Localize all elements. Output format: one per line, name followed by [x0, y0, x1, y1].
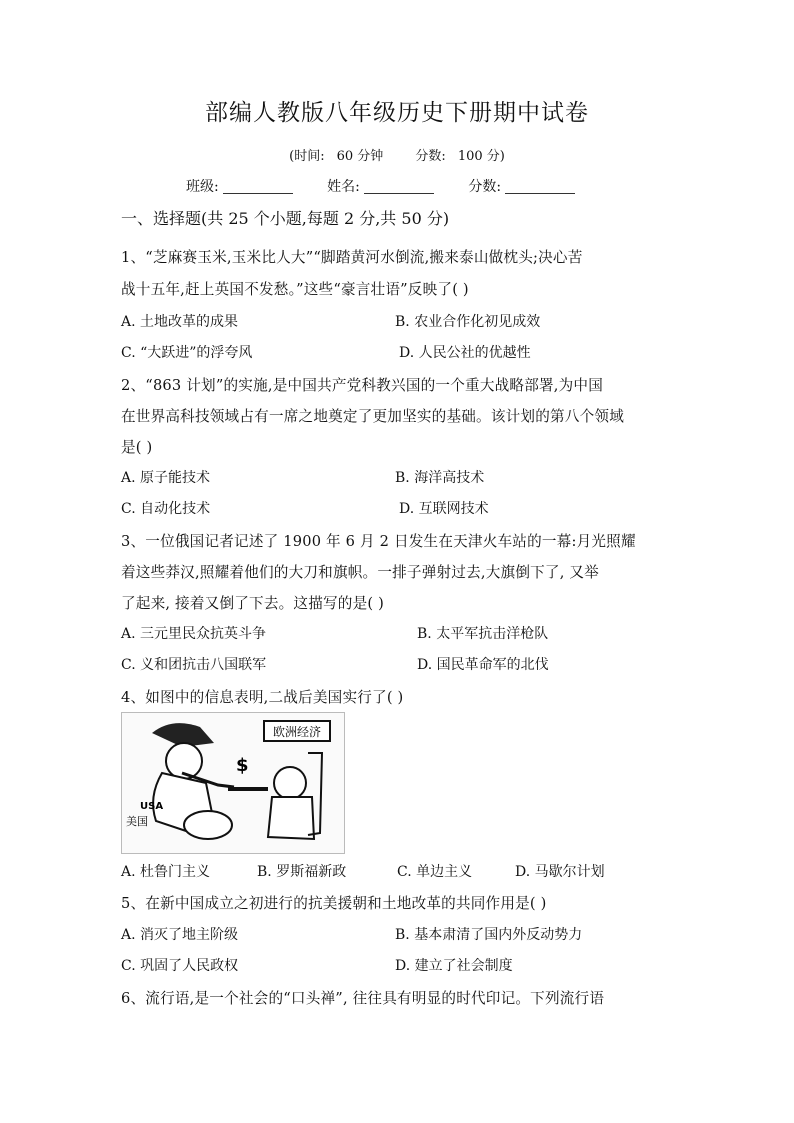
- option-d[interactable]: D. 国民革命军的北伐: [417, 657, 549, 673]
- question-5-line-1: 5、在新中国成立之初进行的抗美援朝和土地改革的共同作用是( ): [121, 895, 547, 912]
- time-value: 60 分钟: [336, 149, 384, 164]
- option-b[interactable]: B. 基本肃清了国内外反动势力: [395, 927, 583, 943]
- question-3-line-3: 了起来, 接着又倒了下去。这描写的是( ): [121, 595, 385, 612]
- option-b[interactable]: B. 罗斯福新政: [257, 864, 347, 880]
- question-4-line-1: 4、如图中的信息表明,二战后美国实行了( ): [121, 689, 404, 706]
- option-d[interactable]: D. 马歇尔计划: [515, 864, 605, 880]
- option-c[interactable]: C. 自动化技术: [121, 501, 211, 517]
- option-d[interactable]: D. 人民公社的优越性: [399, 345, 531, 361]
- option-a[interactable]: A. 原子能技术: [121, 470, 211, 486]
- table: [228, 787, 268, 791]
- time-label: (时间:: [289, 149, 325, 164]
- score-blank[interactable]: [505, 179, 575, 194]
- question-3-line-2: 着这些莽汉,照耀着他们的大刀和旗帜。一排子弹射过去,大旗倒下了, 又举: [121, 564, 599, 581]
- question-1-line-1: 1、“芝麻赛玉米,玉米比人大”“脚踏黄河水倒流,搬来泰山做枕头;决心苦: [121, 249, 583, 266]
- sign-text: 欧洲经济: [272, 725, 322, 739]
- score-value: 100 分): [457, 149, 505, 164]
- question-3-line-1: 3、一位俄国记者记述了 1900 年 6 月 2 日发生在天津火车站的一幕:月光照耀: [121, 533, 636, 550]
- section-title: 一、选择题(共 25 个小题,每题 2 分,共 50 分): [121, 209, 450, 228]
- option-b[interactable]: B. 农业合作化初见成效: [395, 314, 541, 330]
- option-a[interactable]: A. 三元里民众抗英斗争: [121, 626, 267, 642]
- question-1-line-2: 战十五年,赶上英国不发愁。”这些“豪言壮语”反映了( ): [121, 281, 469, 298]
- class-field: [186, 176, 293, 196]
- student-info-row: [186, 176, 605, 196]
- marshall-plan-cartoon: [121, 712, 345, 854]
- cartoon-drawing: [122, 713, 344, 853]
- name-label: 姓名:: [327, 179, 360, 195]
- question-2-line-3: 是( ): [121, 439, 153, 456]
- option-d[interactable]: D. 互联网技术: [399, 501, 489, 517]
- question-6-line-1: 6、流行语,是一个社会的“口头禅”, 往往具有明显的时代印记。下列流行语: [121, 990, 605, 1007]
- option-a[interactable]: A. 消灭了地主阶级: [121, 927, 239, 943]
- europe-head: [274, 767, 306, 799]
- option-c[interactable]: C. 巩固了人民政权: [121, 958, 239, 974]
- europe-body: [268, 797, 314, 839]
- option-b[interactable]: B. 太平军抗击洋枪队: [417, 626, 549, 642]
- exam-time-score: [0, 145, 794, 164]
- score-field: [468, 176, 575, 196]
- option-a[interactable]: A. 杜鲁门主义: [121, 864, 211, 880]
- money-bag: [184, 811, 232, 839]
- option-c[interactable]: C. 单边主义: [397, 864, 473, 880]
- class-label: 班级:: [186, 179, 219, 195]
- dollar-sign: $: [236, 755, 249, 776]
- name-blank[interactable]: [364, 179, 434, 194]
- usa-label: USA: [140, 801, 164, 812]
- score-field-label: 分数:: [468, 179, 502, 195]
- option-a[interactable]: A. 土地改革的成果: [121, 314, 239, 330]
- name-field: [327, 176, 434, 196]
- score-label: 分数:: [415, 149, 446, 164]
- option-d[interactable]: D. 建立了社会制度: [395, 958, 513, 974]
- usa-cn-label: 美国: [126, 815, 148, 828]
- option-c[interactable]: C. “大跃进”的浮夸风: [121, 345, 253, 361]
- question-2-line-2: 在世界高科技领域占有一席之地奠定了更加坚实的基础。该计划的第八个领域: [121, 408, 624, 425]
- question-2-line-1: 2、“863 计划”的实施,是中国共产党科教兴国的一个重大战略部署,为中国: [121, 377, 604, 394]
- option-c[interactable]: C. 义和团抗击八国联军: [121, 657, 267, 673]
- page-title: 部编人教版八年级历史下册期中试卷: [205, 100, 589, 126]
- class-blank[interactable]: [223, 179, 293, 194]
- option-b[interactable]: B. 海洋高技术: [395, 470, 485, 486]
